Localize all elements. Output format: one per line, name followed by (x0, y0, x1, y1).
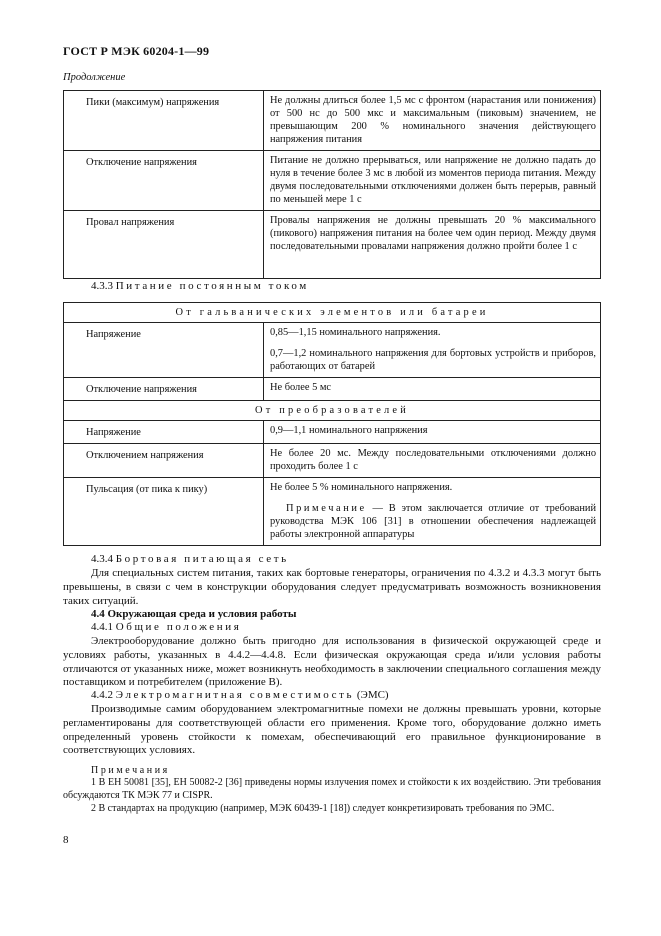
param-requirement: Не более 5 мс (264, 378, 601, 401)
table-row (64, 91, 601, 151)
group-title: От преобразователей (64, 401, 601, 421)
param-name: Напряжение (64, 421, 264, 444)
section-442-text: Производимые самим оборудованием электромагнитные помехи не должны превышать уровни, которые регламентированы для соответствующей области его применения. Кроме того, оборудование должно иметь определенный уровень стойкости к помехам, обеспечивающий его правильное функционирование в соответствующих условиях. (63, 703, 601, 757)
param-name: Провал напряжения (64, 211, 264, 279)
param-name: Пульсация (от пика к пику) (64, 478, 264, 546)
param-requirement: Питание не должно прерываться, или напряжение не должно падать до нуля в течение более 3 мс в любой из моментов периода питания. Между двумя последовательными отключениями должен быть перерыв, равный по меньшей мере 1 с (264, 151, 601, 211)
param-requirement: 0,85—1,15 номинального напряжения. 0,7—1,2 номинального напряжения для бортовых устройств и приборов, работающих от батарей (264, 323, 601, 378)
param-name: Отключением напряжения (64, 444, 264, 478)
continuation-label: Продолжение (63, 72, 126, 83)
group-title: От гальванических элементов или батареи (64, 303, 601, 323)
note-1: 1 В ЕН 50081 [35], ЕН 50082-2 [36] приведены нормы излучения помех и стойкости к их воздействию. Эти требования обсуждаются ТК МЭК 77 и CISPR. (63, 777, 601, 801)
dc-supply-table (63, 302, 601, 546)
section-heading-442: 4.4.2 Электромагнитная совместимость (ЭМС) (91, 689, 389, 701)
param-name: Отключение напряжения (64, 151, 264, 211)
table-row (64, 444, 601, 478)
section-heading-44: 4.4 Окружающая среда и условия работы (91, 608, 297, 620)
param-name: Отключение напряжения (64, 378, 264, 401)
table-row (64, 378, 601, 401)
param-requirement: Не должны длиться более 1,5 мс с фронтом (нарастания или понижения) от 500 нс до 500 мкс и максимальным (пиковым) значением, не превышающим 200 % номинального значения действующего напряжения питания (264, 91, 601, 151)
section-heading-441: 4.4.1 Общие положения (91, 621, 242, 633)
section-heading-434: 4.3.4 Бортовая питающая сеть (91, 553, 289, 565)
param-requirement: Не более 20 мс. Между последовательными отключениями должно проходить более 1 с (264, 444, 601, 478)
table-row (64, 211, 601, 279)
table-row (64, 323, 601, 378)
table-row (64, 478, 601, 546)
voltage-parameters-table (63, 90, 601, 279)
table-note: Примечание — В этом заключается отличие от требований руководства МЭК 106 [31] в отношении обеспечения надлежащей работы электронной аппаратуры (270, 503, 597, 540)
table-row (64, 151, 601, 211)
param-requirement: Не более 5 % номинального напряжения. Примечание — В этом заключается отличие от требований руководства МЭК 106 [31] в отношении обеспечения надлежащей работы электронной аппаратуры (264, 478, 601, 546)
param-name: Пики (максимум) напряжения (64, 91, 264, 151)
section-434-text: Для специальных систем питания, таких как бортовые генераторы, ограничения по 4.3.2 и 4.3.3 могут быть превышены, в связи с чем в конструкции оборудования следует предусматривать возможность возникновения таких ситуаций. (63, 567, 601, 607)
section-heading-433: 4.3.3 Питание постоянным током (91, 280, 309, 292)
note-2: 2 В стандартах на продукцию (например, МЭК 60439-1 [18]) следует конкретизировать требования по ЭМС. (91, 803, 555, 814)
notes-title: Примечания (91, 765, 170, 776)
section-441-text: Электрооборудование должно быть пригодно для использования в физической окружающей среде и условиях работы, указанных в 4.4.2—4.4.8. Если физическая окружающая среда и/или условия работы отличаются от указанных ниже, может возникнуть необходимость в заключении специального соглашения между поставщиком и потребителем (приложение В). (63, 635, 601, 689)
table-row (64, 421, 601, 444)
page-number: 8 (63, 834, 69, 846)
param-requirement: Провалы напряжения не должны превышать 20 % максимального (пикового) напряжения питания на более чем один период. Между двумя последовательными провалами напряжения должно пройти более 1 с (264, 211, 601, 279)
group-title-row (64, 303, 601, 323)
group-title-row (64, 401, 601, 421)
param-requirement: 0,9—1,1 номинального напряжения (264, 421, 601, 444)
param-name: Напряжение (64, 323, 264, 378)
document-code: ГОСТ Р МЭК 60204-1—99 (63, 44, 210, 58)
